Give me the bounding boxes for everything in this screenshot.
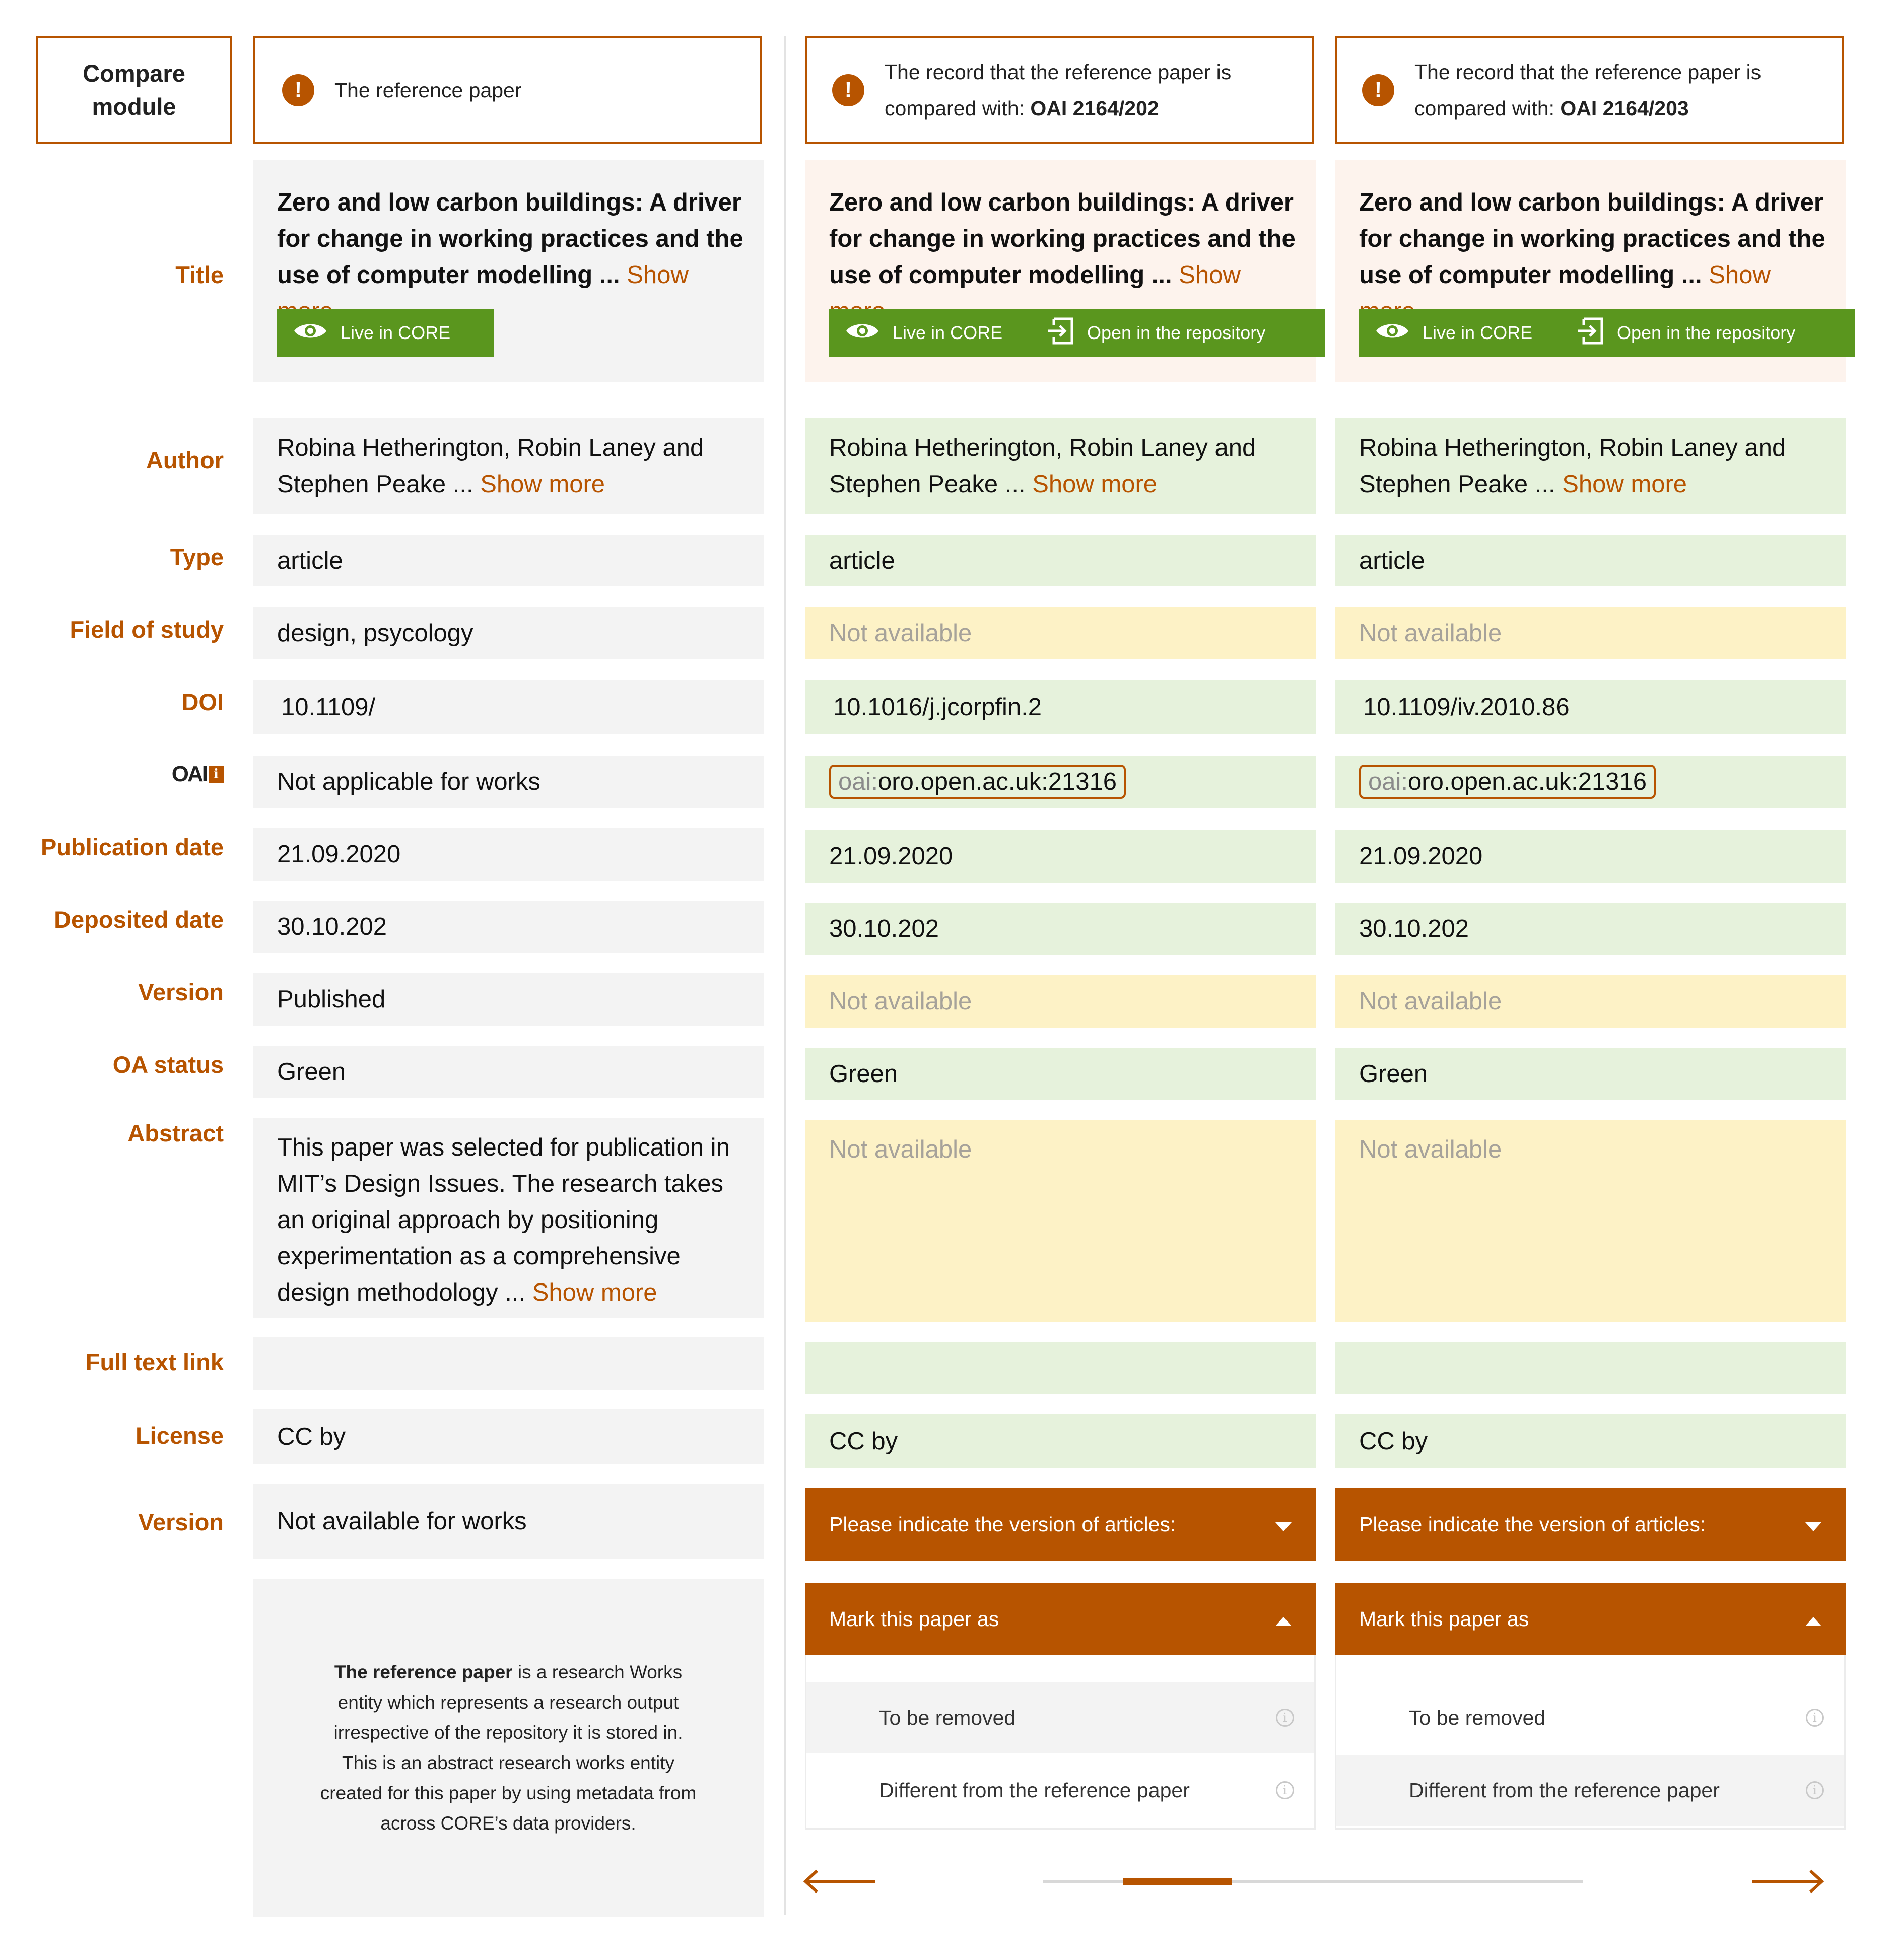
- live-in-core-button[interactable]: Live in CORE: [277, 309, 494, 357]
- record-id: OAI 2164/202: [1030, 97, 1159, 120]
- reference-type-cell: article: [253, 535, 764, 586]
- label-oa-status: OA status: [112, 1051, 224, 1078]
- note-body: is a research Works entity which represents a research output irrespective of the repository it is stored in. This is an abstract research works entity created for this paper by using metadata from across CORE’s data providers.: [320, 1662, 697, 1834]
- caret-down-icon: [1805, 1513, 1821, 1536]
- option-to-be-removed[interactable]: To be removed i: [806, 1682, 1314, 1753]
- record-1-version-dropdown[interactable]: Please indicate the version of articles:: [805, 1488, 1316, 1561]
- label-field-of-study: Field of study: [70, 616, 224, 643]
- compared-record-2-header: [1335, 36, 1844, 144]
- record-2-doi-cell: 10.1109/iv.2010.86: [1335, 680, 1846, 734]
- show-more-link[interactable]: Show more: [1562, 470, 1687, 498]
- caret-up-icon: [1275, 1607, 1292, 1631]
- open-in-repository-button[interactable]: Open in the repository: [1030, 309, 1325, 357]
- label-publication-date: Publication date: [41, 834, 224, 860]
- record-2-full-text-link-cell: [1335, 1342, 1846, 1394]
- reference-oa-status-cell: Green: [253, 1046, 764, 1098]
- warning-icon: !: [282, 74, 314, 106]
- record-1-type-cell: article: [805, 535, 1316, 586]
- reference-version-cell: Published: [253, 973, 764, 1026]
- label-license: License: [135, 1422, 224, 1449]
- caret-down-icon: [1275, 1513, 1292, 1536]
- record-1-mark-options: [805, 1655, 1316, 1830]
- record-1-field-of-study-cell: Not available: [805, 607, 1316, 659]
- record-2-type-cell: article: [1335, 535, 1846, 586]
- info-icon[interactable]: i: [1276, 1709, 1294, 1727]
- open-in-repository-button[interactable]: Open in the repository: [1560, 309, 1855, 357]
- record-1-mark-paper-dropdown[interactable]: Mark this paper as: [805, 1583, 1316, 1655]
- reference-field-of-study-cell: design, psycology: [253, 607, 764, 659]
- author-value: Robina Hetherington, Robin Laney and Stephen Peake: [277, 434, 704, 498]
- label-doi: DOI: [181, 689, 224, 715]
- paper-title: Zero and low carbon buildings: A driver for change in working practices and the use of computer modelling: [277, 189, 743, 289]
- record-1-version-cell: Not available: [805, 975, 1316, 1028]
- show-more-link[interactable]: Show: [627, 261, 689, 289]
- eye-icon: [1375, 320, 1409, 347]
- record-1-oa-status-cell: Green: [805, 1048, 1316, 1100]
- arrow-left-icon[interactable]: [803, 1869, 876, 1897]
- reference-title-card: Zero and low carbon buildings: A driver for change in working practices and the use of computer modelling ... Show Live in CORE: [253, 160, 764, 382]
- open-external-icon: [1046, 317, 1074, 350]
- show-more-link[interactable]: Show: [1179, 261, 1241, 289]
- reference-doi-cell: 10.1109/: [253, 680, 764, 734]
- info-icon[interactable]: i: [1276, 1781, 1294, 1799]
- paper-title: Zero and low carbon buildings: A driver for change in working practices and the use of computer modelling: [829, 189, 1296, 289]
- record-1-publication-date-cell: 21.09.2020: [805, 830, 1316, 883]
- record-2-version-dropdown[interactable]: Please indicate the version of articles:: [1335, 1488, 1846, 1561]
- record-2-title-card: Zero and low carbon buildings: A driver for change in working practices and the use of computer modelling ... Show Live in CORE Open in the repository: [1335, 160, 1846, 382]
- abstract-value: This paper was selected for publication in MIT’s Design Issues. The research takes an original approach by positioning experimentation as a comprehensive design methodology: [277, 1134, 730, 1306]
- reference-publication-date-cell: 21.09.2020: [253, 828, 764, 881]
- author-value: Robina Hetherington, Robin Laney and Stephen Peake: [829, 434, 1256, 498]
- label-author: Author: [146, 447, 224, 474]
- label-type: Type: [170, 544, 224, 570]
- arrow-right-icon[interactable]: [1751, 1869, 1824, 1897]
- option-to-be-removed[interactable]: To be removed i: [1336, 1682, 1844, 1753]
- compare-module-title: Compare module: [83, 60, 185, 120]
- record-2-mark-options: [1335, 1655, 1846, 1830]
- author-value: Robina Hetherington, Robin Laney and Stephen Peake: [1359, 434, 1786, 498]
- reference-license-cell: CC by: [253, 1409, 764, 1464]
- record-1-deposited-date-cell: 30.10.202: [805, 903, 1316, 955]
- caret-up-icon: [1805, 1607, 1821, 1631]
- record-1-abstract-cell: Not available: [805, 1120, 1316, 1322]
- reference-author-cell: Robina Hetherington, Robin Laney and Stephen Peake ... Show more: [253, 418, 764, 514]
- label-version: Version: [138, 979, 224, 1005]
- record-1-title-card: Zero and low carbon buildings: A driver for change in working practices and the use of computer modelling ... Show Live in CORE Open in the repository: [805, 160, 1316, 382]
- compare-module-box: [36, 36, 232, 144]
- label-deposited-date: Deposited date: [54, 906, 224, 933]
- show-more-link[interactable]: Show more: [1032, 470, 1158, 498]
- oai-identifier-tag[interactable]: oai:oro.open.ac.uk:21316: [1359, 765, 1656, 799]
- record-1-doi-cell: 10.1016/j.jcorpfin.2: [805, 680, 1316, 734]
- oai-logo: [172, 762, 224, 787]
- compared-record-1-header: [805, 36, 1314, 144]
- warning-icon: !: [1362, 74, 1394, 106]
- reference-version-2-cell: Not available for works: [253, 1484, 764, 1559]
- info-square-icon: i: [209, 766, 224, 783]
- compared-with-prefix: The record that the reference paper is compared with:: [885, 60, 1232, 120]
- live-in-core-button[interactable]: Live in CORE: [829, 309, 1046, 357]
- reference-paper-heading: The reference paper: [334, 79, 522, 102]
- record-2-field-of-study-cell: Not available: [1335, 607, 1846, 659]
- label-version-2: Version: [138, 1509, 224, 1535]
- scroll-thumb[interactable]: [1123, 1878, 1232, 1885]
- paper-title: Zero and low carbon buildings: A driver for change in working practices and the use of computer modelling: [1359, 189, 1825, 289]
- record-2-oai-cell: [1335, 756, 1846, 808]
- reference-paper-note: [253, 1579, 764, 1917]
- open-external-icon: [1576, 317, 1604, 350]
- record-1-oai-cell: [805, 756, 1316, 808]
- option-different-from-reference[interactable]: Different from the reference paper i: [806, 1755, 1314, 1826]
- reference-abstract-cell: This paper was selected for publication in MIT’s Design Issues. The research takes an original approach by positioning experimentation as a comprehensive design methodology ... Show more: [253, 1118, 764, 1318]
- warning-icon: !: [832, 74, 864, 106]
- note-heading: The reference paper: [334, 1662, 513, 1682]
- reference-full-text-link-cell: [253, 1337, 764, 1390]
- reference-paper-header: [253, 36, 762, 144]
- record-2-deposited-date-cell: 30.10.202: [1335, 903, 1846, 955]
- show-more-link[interactable]: Show more: [480, 470, 605, 498]
- info-icon[interactable]: i: [1806, 1781, 1824, 1799]
- record-2-abstract-cell: Not available: [1335, 1120, 1846, 1322]
- record-id: OAI 2164/203: [1560, 97, 1689, 120]
- reference-oai-cell: Not applicable for works: [253, 756, 764, 808]
- reference-deposited-date-cell: 30.10.202: [253, 901, 764, 953]
- record-2-license-cell: CC by: [1335, 1414, 1846, 1468]
- option-different-from-reference[interactable]: Different from the reference paper i: [1336, 1755, 1844, 1826]
- record-2-version-cell: Not available: [1335, 975, 1846, 1028]
- label-abstract: Abstract: [127, 1120, 224, 1146]
- record-2-oa-status-cell: Green: [1335, 1048, 1846, 1100]
- column-divider: [784, 36, 786, 1915]
- live-in-core-button[interactable]: Live in CORE: [1359, 309, 1576, 357]
- info-icon[interactable]: i: [1806, 1709, 1824, 1727]
- label-title: Title: [175, 261, 224, 288]
- show-more-link[interactable]: Show: [1709, 261, 1771, 289]
- record-2-author-cell: Robina Hetherington, Robin Laney and Stephen Peake ... Show more: [1335, 418, 1846, 514]
- record-1-author-cell: Robina Hetherington, Robin Laney and Stephen Peake ... Show more: [805, 418, 1316, 514]
- record-2-publication-date-cell: 21.09.2020: [1335, 830, 1846, 883]
- record-1-license-cell: CC by: [805, 1414, 1316, 1468]
- record-2-mark-paper-dropdown[interactable]: Mark this paper as: [1335, 1583, 1846, 1655]
- label-full-text-link: Full text link: [85, 1348, 224, 1375]
- oai-logo-text: OAI: [171, 762, 207, 786]
- record-1-full-text-link-cell: [805, 1342, 1316, 1394]
- compared-with-prefix: The record that the reference paper is compared with:: [1414, 60, 1762, 120]
- eye-icon: [845, 320, 879, 347]
- eye-icon: [293, 320, 327, 347]
- show-more-link[interactable]: Show more: [532, 1279, 657, 1306]
- oai-identifier-tag[interactable]: oai:oro.open.ac.uk:21316: [829, 765, 1126, 799]
